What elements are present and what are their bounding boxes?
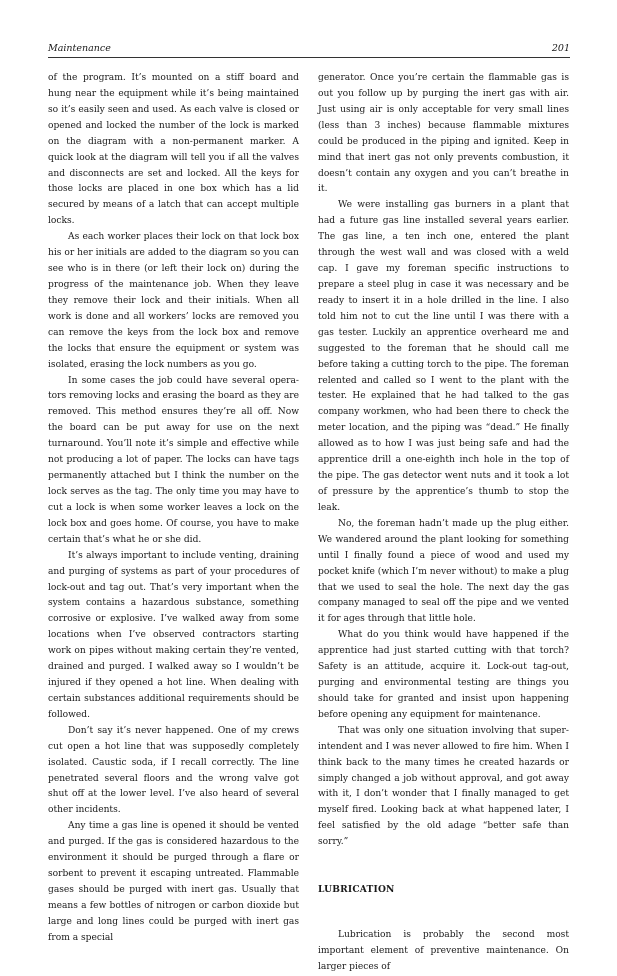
- paragraph: Lubrication is probably the second most important element of preventive maintenance. On larger pieces of: [318, 930, 569, 972]
- paragraph: That was only one situation involving that superintendent and I was never allowed to fire him. When I think back to the many times he created hazards or simply changed a job without approval, and got away with it, I don’t wonder that I finally managed to get myself fired. Looking back at what happened later, I feel satisfied by the old adage “better safe than sorry.”: [318, 725, 569, 848]
- paragraph: What do you think would have happened if the apprentice had just started cutting with that torch? Safety is an attitude, acquire it. Lock-out tag-out, purging and environmental testing are things you should take for granted and insist upon happening before opening any equipment for maintenance.: [318, 630, 569, 720]
- spacer: [318, 851, 569, 882]
- paragraph: generator. Once you’re certain the flammable gas is out you follow up by purging the inert gas with air. Just using air is only acceptable for very small lines (less than 3 inches) because flammable mixtures could be produced in the piping and ignited. Keep in mind that inert gas not only prevents combustion, it doesn’t contain any oxygen and you can’t breathe in it.: [318, 73, 569, 195]
- paragraph: No, the foreman hadn’t made up the plug either. We wandered around the plant looking for something until I finally found a piece of wood and used my pocket knife (which I’m never without) to make a plug that we used to seal the hole. The next day the gas company managed to seal off the pipe and we vented it for ages through that little hole.: [318, 518, 569, 625]
- paragraph: Don’t say it’s never happened. One of my crews cut open a hot line that was supposedly completely isolated. Caustic soda, if I recall correctly. The line penetrated several floors and the wrong valve got shut off at the lower level. I’ve also heard of several other incidents.: [48, 725, 299, 816]
- spacer: [318, 898, 569, 928]
- right-column: [318, 71, 569, 976]
- section-heading: LUBRICATION: [318, 884, 395, 896]
- paragraph: It’s always important to include venting, draining and purging of systems as part of your procedures of lock-out and tag out. That’s very important when the system contains a hazardous substance, something corrosive or explosive. I’ve walked away from some locations when I’ve observed contractors starting work on pipes without making certain they’re vented, drained and purged. I walked away so I wouldn’t be injured if they opened a hot line. When dealing with certain substances additional requirements should be followed.: [48, 550, 299, 720]
- page-number: 201: [551, 43, 570, 54]
- paragraph: Any time a gas line is opened it should be vented and purged. If the gas is considered hazardous to the environment it should be purged through a flare or sorbent to prevent it escaping untreated. Flammable gases should be purged with inert gas. Usually that means a few bottles of nitrogen or carbon dioxide but large and long lines could be purged with inert gas from a special: [48, 821, 299, 943]
- paragraph: We were installing gas burners in a plant that had a future gas line installed several years earlier. The gas line, a ten inch one, entered the plant through the west wall and was closed with a weld cap. I gave my foreman specific instructions to prepare a steel plug in case it was necessary and be ready to insert it in a hole drilled in the line. I also told him not to cut the line until I was there with a gas tester. Luckily an apprentice overheard me and suggested to the foreman that he should call me before taking a cutting torch to the pipe. The foreman relented and called so I went to the plant with the tester. He explained that he had talked to the gas company workmen, who had been there to check the meter location, and the piping was “dead.” He finally allowed as to how I was just being safe and had the apprentice drill a one-eighth inch hole in the top of the pipe. The gas detector went nuts and it took a lot of pressure by the apprentice’s thumb to stop the leak.: [318, 200, 569, 513]
- left-column: [48, 71, 299, 947]
- paragraph: As each worker places their lock on that lock box his or her initials are added to the diagram so you can see who is in there (or left their lock on) during the progress of the maintenance job. When they leave they remove their lock and their initials. When all work is done and all workers’ locks are removed you can remove the keys from the lock box and remove the locks that ensure the equipment or system was isolated, erasing the lock numbers as you go.: [48, 232, 299, 370]
- paragraph: In some cases the job could have several operators removing locks and erasing the board as they are removed. This method ensures they’re all off. Now the board can be put away for use on the next turnaround. You’ll note it’s simple and effective while not producing a lot of paper. The locks can have tags permanently attached but I think the number on the lock serves as the tag. The only time you may have to cut a lock is when some worker leaves a lock on the lock box and goes home. Of course, you have to make certain that’s what he or she did.: [48, 375, 299, 545]
- running-head-title: Maintenance: [48, 43, 111, 54]
- paragraph: of the program. It’s mounted on a stiff board and hung near the equipment while it’s being maintained so it’s easily seen and used. As each valve is closed or opened and locked the number of the lock is marked on the diagram with a non-permanent marker. A quick look at the diagram will tell you if all the valves and disconnects are set and locked. All the keys for those locks are placed in one box which has a lid secured by means of a latch that can accept multiple locks.: [48, 73, 299, 227]
- header-rule: [48, 57, 570, 58]
